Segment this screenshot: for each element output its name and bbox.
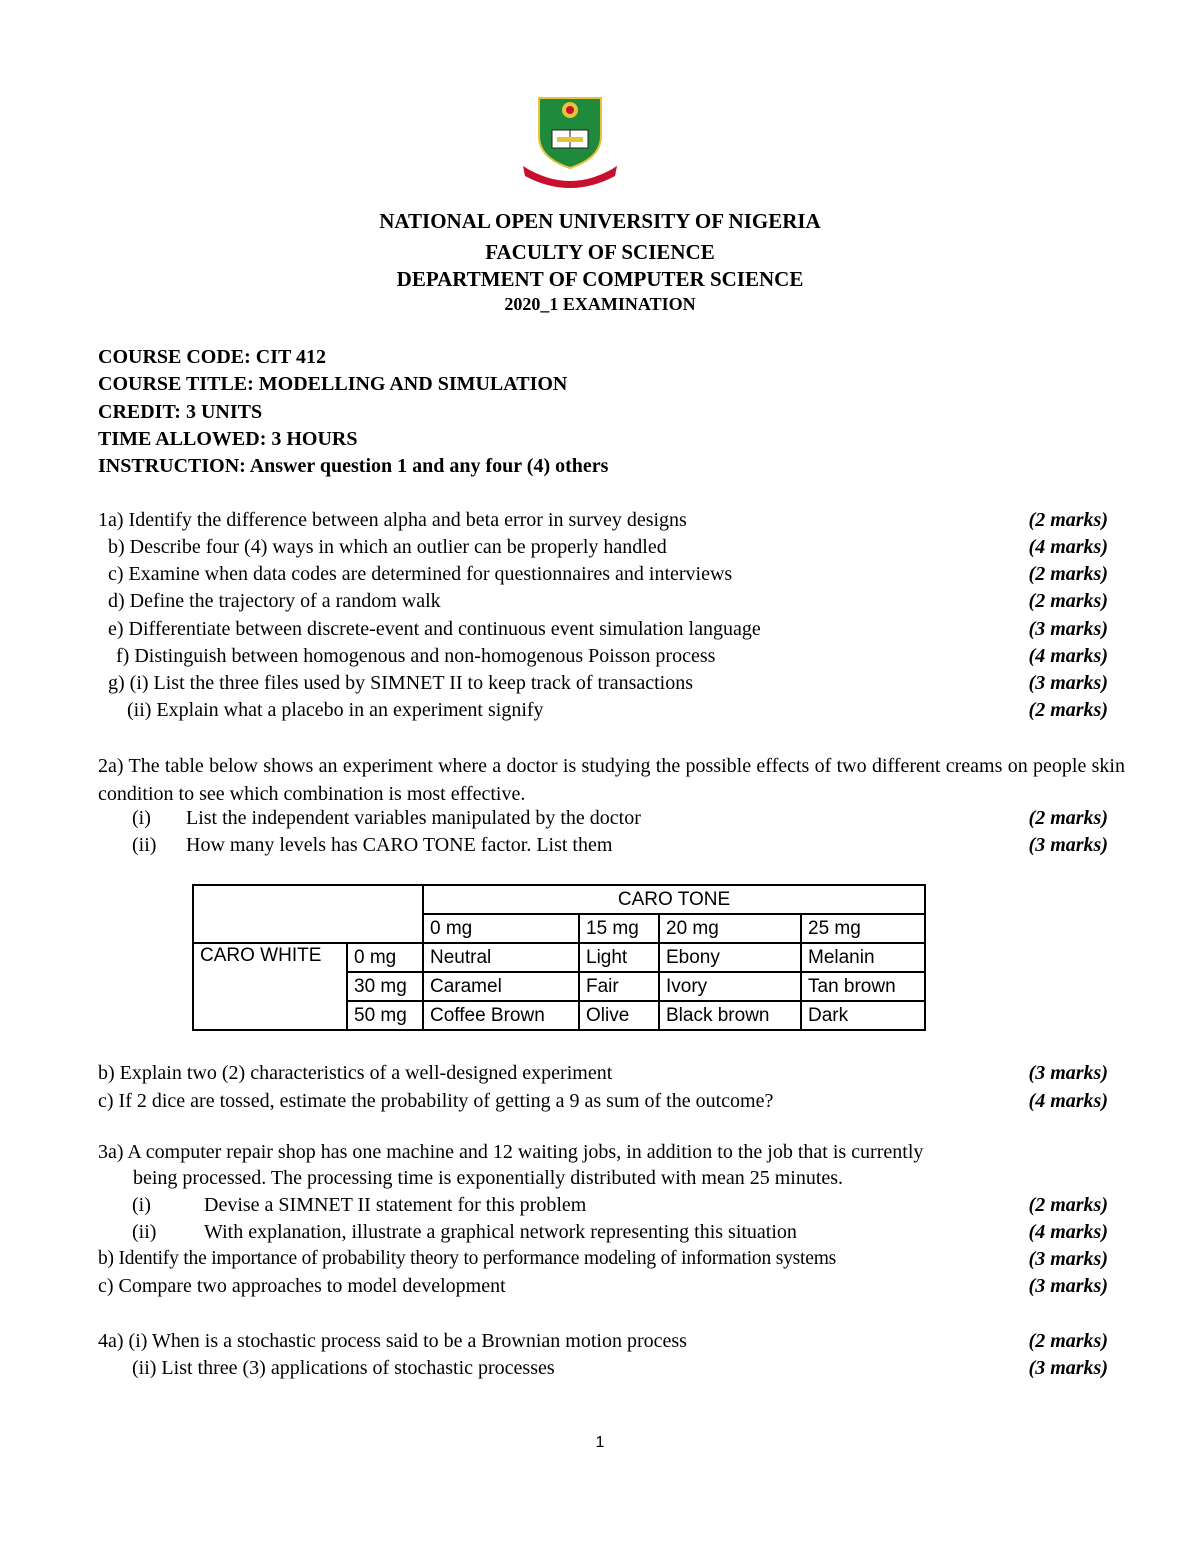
q3c-text: c) Compare two approaches to model development bbox=[98, 1275, 506, 1297]
q1-item: (ii) Explain what a placebo in an experiment signify bbox=[127, 699, 544, 721]
course-title: COURSE TITLE: MODELLING AND SIMULATION bbox=[98, 373, 568, 395]
q3-sub-num: (ii) bbox=[132, 1221, 157, 1243]
col-level: 0 mg bbox=[423, 914, 579, 943]
row-level: 30 mg bbox=[347, 972, 423, 1001]
q2b-marks: (3 marks) bbox=[1028, 1062, 1108, 1084]
course-credit: CREDIT: 3 UNITS bbox=[98, 401, 263, 423]
table-cell: Ivory bbox=[659, 972, 801, 1001]
table-cell: Caramel bbox=[423, 972, 579, 1001]
q1-marks: (4 marks) bbox=[1028, 645, 1108, 667]
q1-marks: (2 marks) bbox=[1028, 699, 1108, 721]
row-level: 50 mg bbox=[347, 1001, 423, 1030]
q1-marks: (2 marks) bbox=[1028, 509, 1108, 531]
row-level: 0 mg bbox=[347, 943, 423, 972]
q2-sub-marks: (2 marks) bbox=[1028, 807, 1108, 829]
q4-marks: (3 marks) bbox=[1028, 1357, 1108, 1379]
table-cell: Dark bbox=[801, 1001, 925, 1030]
instruction bbox=[98, 455, 608, 478]
table-cell: Fair bbox=[579, 972, 659, 1001]
q2c-text: c) If 2 dice are tossed, estimate the probability of getting a 9 as sum of the outcome? bbox=[98, 1090, 774, 1112]
q4-item: 4a) (i) When is a stochastic process said to be a Brownian motion process bbox=[98, 1330, 687, 1352]
q3-sub-text: With explanation, illustrate a graphical network representing this situation bbox=[204, 1221, 797, 1243]
q3-intro-line1: 3a) A computer repair shop has one machine and 12 waiting jobs, in addition to the job that is currently bbox=[98, 1141, 924, 1163]
table-cell: Tan brown bbox=[801, 972, 925, 1001]
q3b-text: b) Identify the importance of probability theory to performance modeling of information systems bbox=[98, 1248, 837, 1269]
table-cell: Olive bbox=[579, 1001, 659, 1030]
col-level: 25 mg bbox=[801, 914, 925, 943]
col-level: 15 mg bbox=[579, 914, 659, 943]
table-cell: Neutral bbox=[423, 943, 579, 972]
instruction-label: INSTRUCTION: bbox=[98, 455, 246, 477]
q1-marks: (4 marks) bbox=[1028, 536, 1108, 558]
table-cell: Coffee Brown bbox=[423, 1001, 579, 1030]
q2-sub-marks: (3 marks) bbox=[1028, 834, 1108, 856]
instruction-text: Answer question 1 and any four (4) others bbox=[245, 455, 609, 477]
page-number: 1 bbox=[595, 1434, 605, 1451]
q2-sub-num: (i) bbox=[132, 807, 151, 829]
q4-item: (ii) List three (3) applications of stochastic processes bbox=[132, 1357, 555, 1379]
col-factor-header: CARO TONE bbox=[423, 885, 925, 914]
q2-sub-text: How many levels has CARO TONE factor. List them bbox=[186, 834, 613, 856]
q1-marks: (3 marks) bbox=[1028, 672, 1108, 694]
q1-item: e) Differentiate between discrete-event and continuous event simulation language bbox=[108, 618, 761, 640]
faculty-name: FACULTY OF SCIENCE bbox=[485, 240, 715, 264]
table-cell: Black brown bbox=[659, 1001, 801, 1030]
table-cell: Melanin bbox=[801, 943, 925, 972]
q1-item: g) (i) List the three files used by SIMNET II to keep track of transactions bbox=[108, 672, 694, 694]
q1-item: b) Describe four (4) ways in which an outlier can be properly handled bbox=[108, 536, 667, 558]
time-allowed: TIME ALLOWED: 3 HOURS bbox=[98, 428, 358, 450]
q3b-marks: (3 marks) bbox=[1028, 1248, 1108, 1270]
table-cell: Ebony bbox=[659, 943, 801, 972]
exam-title: 2020_1 EXAMINATION bbox=[504, 294, 696, 314]
col-level: 20 mg bbox=[659, 914, 801, 943]
q3-sub-marks: (2 marks) bbox=[1028, 1194, 1108, 1216]
q1-marks: (3 marks) bbox=[1028, 618, 1108, 640]
q1-item: f) Distinguish between homogenous and non-homogenous Poisson process bbox=[116, 645, 716, 667]
q3-intro-line2: being processed. The processing time is exponentially distributed with mean 25 minutes. bbox=[133, 1167, 844, 1189]
q2b-text: b) Explain two (2) characteristics of a well-designed experiment bbox=[98, 1062, 613, 1084]
table-corner-cell bbox=[193, 885, 423, 943]
q2-sub-text: List the independent variables manipulated by the doctor bbox=[186, 807, 641, 829]
q2-sub-num: (ii) bbox=[132, 834, 157, 856]
q3c-marks: (3 marks) bbox=[1028, 1275, 1108, 1297]
row-factor-header: CARO WHITE bbox=[193, 943, 347, 1030]
q1-item: 1a) Identify the difference between alpha and beta error in survey designs bbox=[98, 509, 687, 531]
q3-sub-text: Devise a SIMNET II statement for this problem bbox=[204, 1194, 587, 1216]
q2c-marks: (4 marks) bbox=[1028, 1090, 1108, 1112]
table-cell: Light bbox=[579, 943, 659, 972]
experiment-table bbox=[192, 884, 926, 1031]
course-code: COURSE CODE: CIT 412 bbox=[98, 346, 326, 368]
q3-sub-marks: (4 marks) bbox=[1028, 1221, 1108, 1243]
q2-intro: 2a) The table below shows an experiment where a doctor is studying the possible effects of two different creams on people skin condition to see which combination is most effective. bbox=[98, 755, 1125, 805]
q4-marks: (2 marks) bbox=[1028, 1330, 1108, 1352]
university-name: NATIONAL OPEN UNIVERSITY OF NIGERIA bbox=[379, 209, 821, 233]
q1-marks: (2 marks) bbox=[1028, 590, 1108, 612]
q3-sub-num: (i) bbox=[132, 1194, 151, 1216]
department-name: DEPARTMENT OF COMPUTER SCIENCE bbox=[396, 267, 804, 291]
q1-item: c) Examine when data codes are determined for questionnaires and interviews bbox=[108, 563, 733, 585]
q1-item: d) Define the trajectory of a random walk bbox=[108, 590, 441, 612]
q1-marks: (2 marks) bbox=[1028, 563, 1108, 585]
university-crest-icon bbox=[519, 96, 621, 190]
